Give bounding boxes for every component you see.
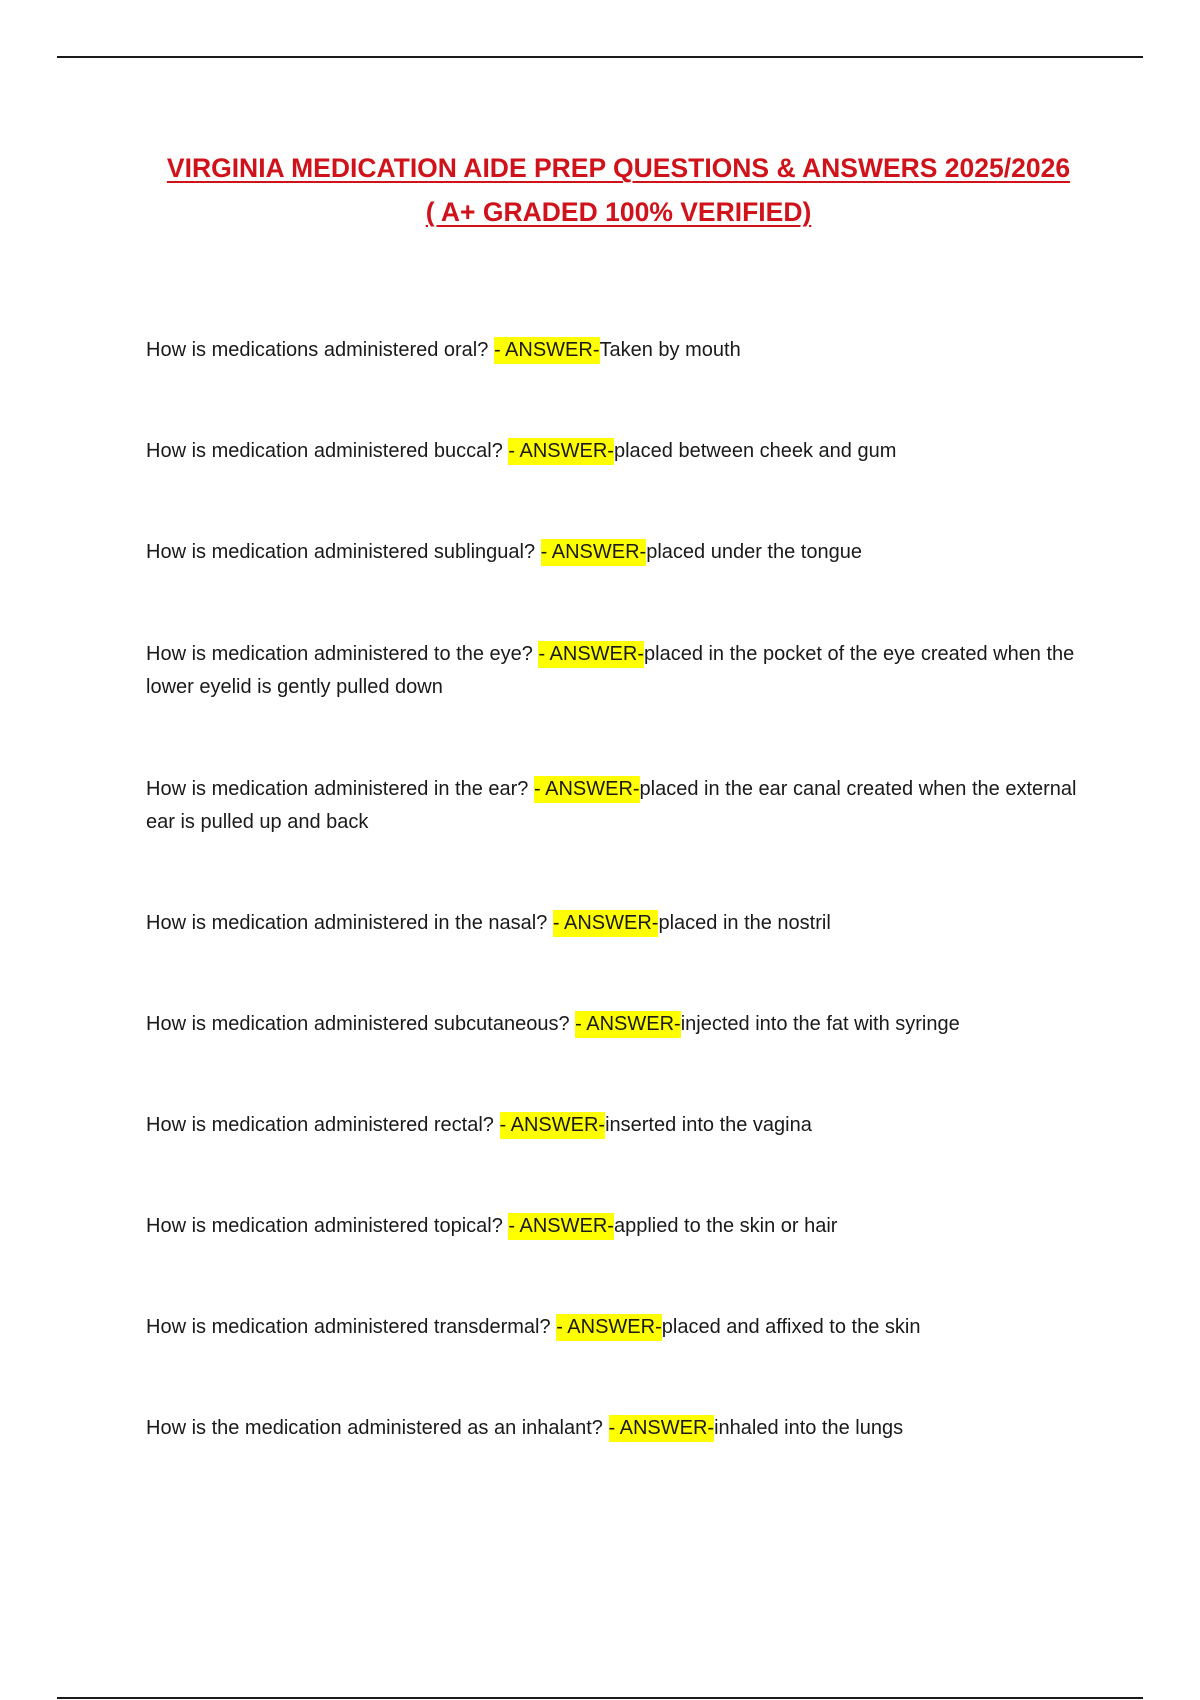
answer-text: injected into the fat with syringe xyxy=(680,1013,960,1035)
answer-text: inhaled into the lungs xyxy=(714,1417,904,1439)
answer-marker: - ANSWER- xyxy=(609,1415,715,1442)
answer-text: placed between cheek and gum xyxy=(613,440,897,462)
answer-marker: - ANSWER- xyxy=(575,1011,681,1038)
answer-marker: - ANSWER- xyxy=(508,438,614,465)
qa-item xyxy=(146,1210,1091,1243)
question-text: How is medication administered buccal? xyxy=(146,440,503,462)
answer-marker: - ANSWER- xyxy=(556,1314,662,1341)
top-rule xyxy=(57,56,1143,58)
qa-item xyxy=(146,334,1091,367)
answer-marker: - ANSWER- xyxy=(541,539,647,566)
answer-text: Taken by mouth xyxy=(599,339,741,361)
title-line-2: ( A+ GRADED 100% VERIFIED) xyxy=(425,197,812,227)
title-line-1: VIRGINIA MEDICATION AIDE PREP QUESTIONS & ANSWERS 2025/2026 xyxy=(166,153,1071,183)
question-text: How is medication administered in the nasal? xyxy=(146,912,548,934)
question-text: How is medication administered transdermal? xyxy=(146,1316,551,1338)
question-text: How is medication administered subcutaneous? xyxy=(146,1013,570,1035)
answer-text: placed and affixed to the skin xyxy=(661,1316,921,1338)
question-text: How is medications administered oral? xyxy=(146,339,489,361)
qa-item xyxy=(146,907,1091,940)
answer-marker: - ANSWER- xyxy=(538,641,644,668)
answer-marker: - ANSWER- xyxy=(508,1213,614,1240)
question-text: How is medication administered in the ear? xyxy=(146,778,529,800)
answer-text: placed under the tongue xyxy=(646,541,862,563)
bottom-rule xyxy=(57,1697,1143,1699)
answer-text: placed in the ear canal created when the external ear is pulled up and back xyxy=(146,778,1077,833)
question-text: How is medication administered sublingual? xyxy=(146,541,536,563)
answer-text: placed in the nostril xyxy=(658,912,831,934)
qa-item xyxy=(146,435,1091,468)
qa-item xyxy=(146,1008,1091,1041)
question-text: How is medication administered topical? xyxy=(146,1215,503,1237)
qa-item xyxy=(146,1412,1091,1445)
document-title xyxy=(146,146,1091,234)
document-page xyxy=(146,146,1091,1439)
answer-text: placed in the pocket of the eye created when the lower eyelid is gently pulled down xyxy=(146,643,1075,698)
qa-item xyxy=(146,536,1091,569)
answer-text: applied to the skin or hair xyxy=(613,1215,838,1237)
qa-item xyxy=(146,1311,1091,1344)
answer-text: inserted into the vagina xyxy=(605,1114,812,1136)
answer-marker: - ANSWER- xyxy=(500,1112,606,1139)
qa-item xyxy=(146,638,1091,704)
question-text: How is the medication administered as an inhalant? xyxy=(146,1417,603,1439)
answer-marker: - ANSWER- xyxy=(553,910,659,937)
qa-item xyxy=(146,773,1091,839)
question-text: How is medication administered rectal? xyxy=(146,1114,494,1136)
question-text: How is medication administered to the eye? xyxy=(146,643,533,665)
answer-marker: - ANSWER- xyxy=(534,776,640,803)
answer-marker: - ANSWER- xyxy=(494,337,600,364)
qa-item xyxy=(146,1109,1091,1142)
